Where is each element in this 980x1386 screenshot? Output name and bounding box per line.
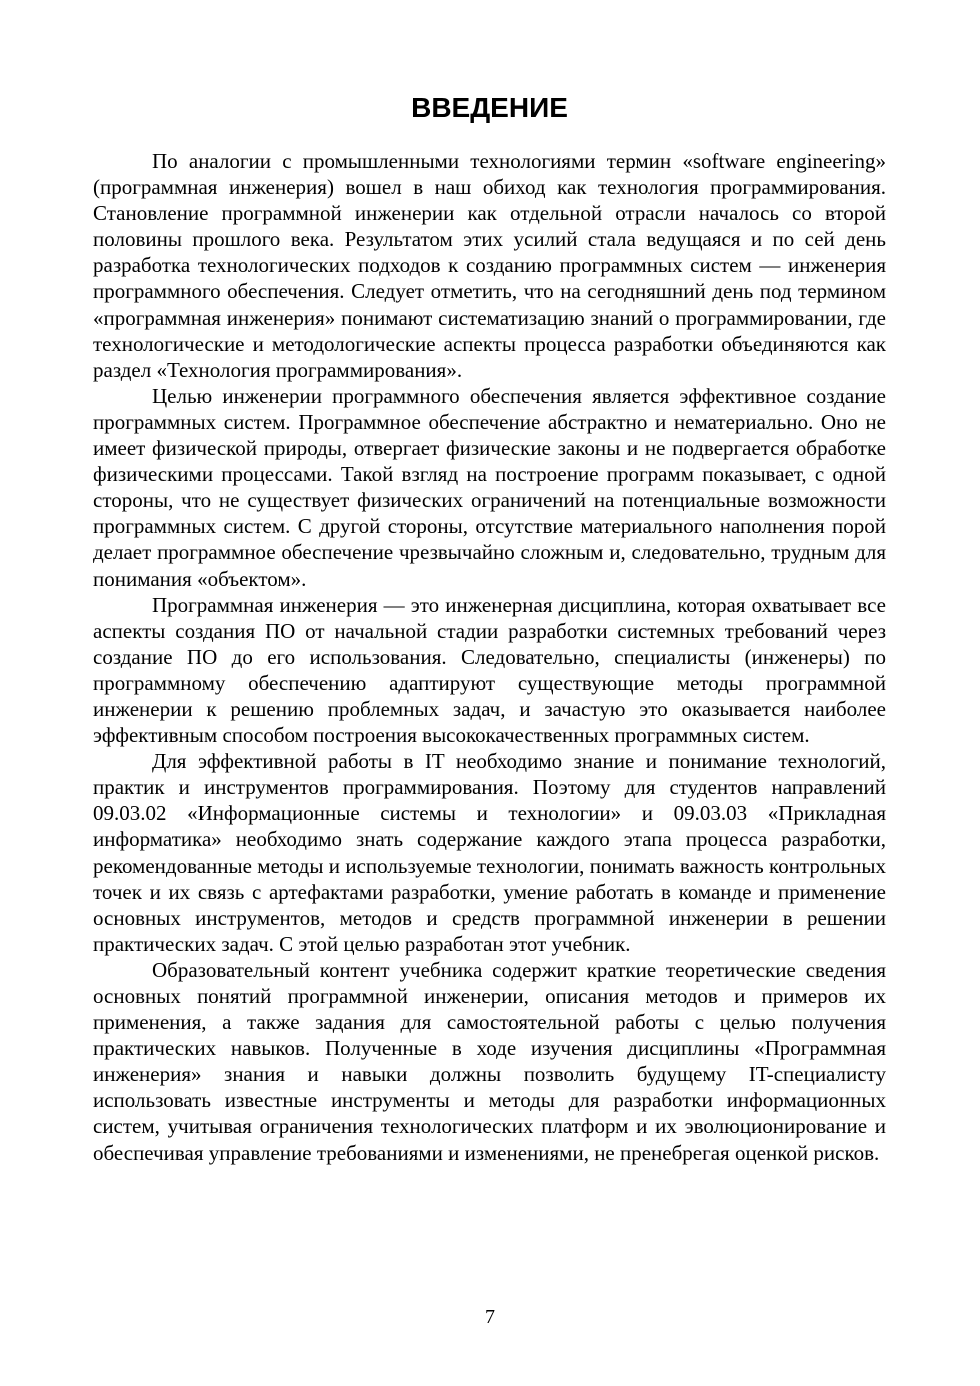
paragraph: Для эффективной работы в IT необходимо знание и понимание технологий, практик и инструментов программирования. Поэтому для студентов направлений 09.03.02 «Информационные системы и технологии» и 09.03.03 «Прикладная информатика» необходимо знать содержание каждого этапа процесса разработки, рекомендованные методы и используемые технологии, понимать важность контрольных точек и их связь с артефактами разработки, умение работать в команде и применение основных инструментов, методов и средств программной инженерии в решении практических задач. С этой целью разработан этот учебник. xyxy=(93,749,886,956)
paragraph: По аналогии с промышленными технологиями термин «software engineering» (программная инженерия) вошел в наш обиход как технология программирования. Становление программной инженерии как отдельной отрасли началось со второй половины прошлого века. Результатом этих усилий стала ведущаяся и по сей день разработка технологических подходов к созданию программных систем — инженерия программного обеспечения. Следует отметить, что на сегодняшний день под термином «программная инженерия» понимают систематизацию знаний о программировании, где технологические и методологические аспекты процесса разработки объединяются как раздел «Технология программирования». xyxy=(93,149,886,382)
paragraph: Целью инженерии программного обеспечения является эффективное создание программных систем. Программное обеспечение абстрактно и нематериально. Оно не имеет физической природы, отвергает физические законы и не подвергается обработке физическими процессами. Такой взгляд на построение программ показывает, с одной стороны, что не существует физических ограничений на потенциальные возможности программных систем. С другой стороны, отсутствие материального наполнения порой делает программное обеспечение чрезвычайно сложным и, следовательно, трудным для понимания «объектом». xyxy=(93,383,886,591)
paragraph: Образовательный контент учебника содержит краткие теоретические сведения основных понятий программной инженерии, описания методов и примеров их применения, а также задания для самостоятельной работы с целью получения практических навыков. Полученные в ходе изучения дисциплины «Программная инженерия» знания и навыки должны позволить будущему IT-специалисту использовать известные инструменты и методы для разработки информационных систем, учитывая ограничения технологических платформ и их эволюционирование и обеспечивая управление требованиями и изменениями, не пренебрегая оценкой рисков. xyxy=(93,957,886,1165)
page-title: ВВЕДЕНИЕ xyxy=(411,92,568,123)
page-number: 7 xyxy=(485,1306,495,1328)
body-text xyxy=(93,148,886,1166)
paragraph: Программная инженерия — это инженерная дисциплина, которая охватывает все аспекты создания ПО от начальной стадии разработки системных требований через создание ПО до его использования. Следовательно, специалисты (инженеры) по программному обеспечению адаптируют существующие методы программной инженерии к решению проблемных задач, и зачастую это оказывается наиболее эффективным способом построения высококачественных программных систем. xyxy=(93,592,886,748)
